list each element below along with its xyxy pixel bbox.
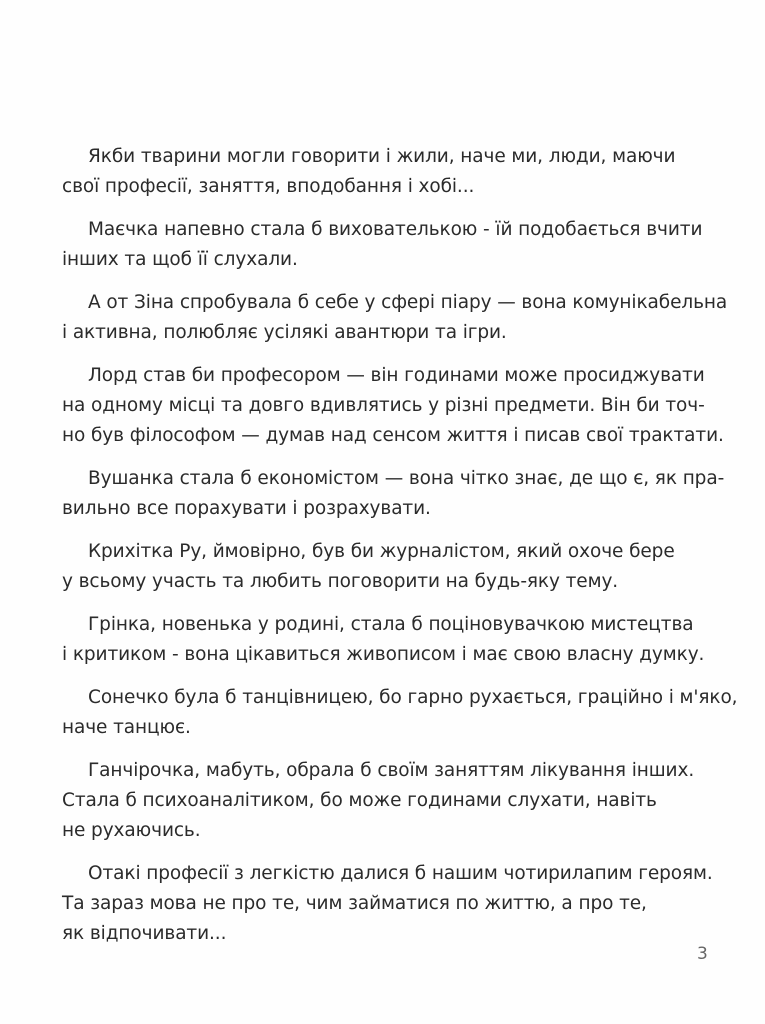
paragraph — [62, 537, 702, 597]
paragraph — [62, 361, 724, 451]
text-line: Вушанка стала б економістом — вона чітко знає, де що є, як пра- — [88, 468, 725, 489]
text-line: інших та щоб її слухали. — [62, 249, 298, 270]
text-line: і критиком - вона цікавиться живописом і має свою власну думку. — [62, 644, 705, 665]
text-line: Ганчірочка, мабуть, обрала б своїм заняттям лікування інших. — [88, 760, 695, 781]
text-line: Якби тварини могли говорити і жили, наче ми, люди, маючи — [88, 146, 676, 167]
paragraph — [62, 215, 702, 275]
text-line: но був філософом — думав над сенсом життя і писав свої трактати. — [62, 425, 724, 446]
text-line: вильно все порахувати і розрахувати. — [62, 498, 431, 519]
text-line: Маєчка напевно стала б вихователькою - їй подобається вчити — [88, 219, 703, 240]
text-line: не рухаючись. — [62, 820, 201, 841]
text-line: А от Зіна спробувала б себе у сфері піару — вона комунікабельна — [88, 292, 728, 313]
paragraph — [62, 756, 702, 846]
paragraph — [62, 610, 705, 670]
text-line: Сонечко була б танцівницею, бо гарно рухається, граційно і м'яко, — [88, 687, 738, 708]
paragraph — [62, 142, 702, 202]
text-line: як відпочивати... — [62, 923, 227, 944]
text-line: Стала б психоаналітиком, бо може годинами слухати, навіть — [62, 790, 657, 811]
text-line: Та зараз мова не про те, чим займатися по життю, а про те, — [62, 893, 647, 914]
paragraph — [62, 288, 728, 348]
text-line: Крихітка Ру, ймовірно, був би журналістом, який охоче бере — [88, 541, 675, 562]
paragraph — [62, 683, 738, 743]
text-line: і активна, полюбляє усілякі авантюри та ігри. — [62, 322, 507, 343]
text-line: свої професії, заняття, вподобання і хобі... — [62, 176, 475, 197]
text-line: Грінка, новенька у родині, стала б поціновувачкою мистецтва — [88, 614, 694, 635]
page-number: 3 — [697, 944, 708, 964]
text-line: Лорд став би професором — він годинами може просиджувати — [88, 365, 705, 386]
body-text — [62, 142, 738, 962]
text-line: на одному місці та довго вдивлятись у різні предмети. Він би точ- — [62, 395, 705, 416]
text-line: наче танцює. — [62, 717, 191, 738]
text-line: Отакі професії з легкістю далися б нашим чотирилапим героям. — [88, 863, 713, 884]
paragraph — [62, 464, 725, 524]
text-line: у всьому участь та любить поговорити на будь-яку тему. — [62, 571, 619, 592]
paragraph — [62, 859, 713, 949]
